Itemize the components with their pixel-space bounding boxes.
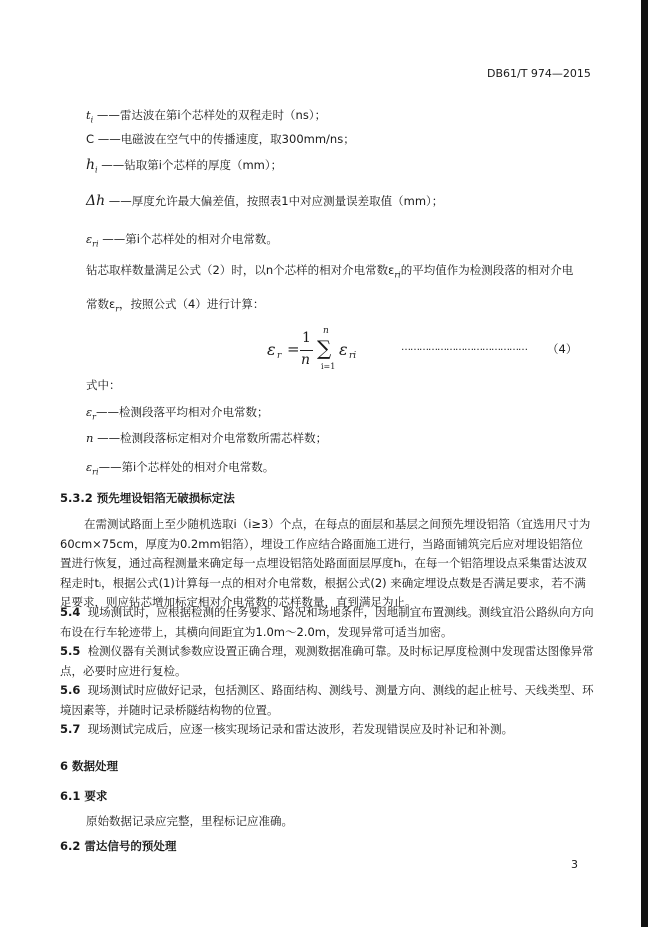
formula-denominator: n (301, 352, 311, 368)
clause-text: 现场测试时，应根据检测的任务要求、路况和场地条件，因地制宜布置测线。测线宜沿公路纵向方向布设在行车轮迹带上，其横向间距宜为1.0m～2.0m，发现异常可适当加密。 (60, 605, 594, 639)
clause-5-7 (60, 720, 594, 740)
definition-item (86, 231, 278, 252)
core-subscript: ri (394, 270, 401, 280)
formula-numerator: 1 (302, 330, 311, 346)
formula-equals: = (287, 340, 300, 358)
core-paragraph-line2 (86, 296, 264, 317)
formula-sum-sign: ∑ (317, 336, 332, 360)
formula-term: ε (339, 340, 348, 359)
definition-symbol: t (86, 108, 91, 122)
definition-symbol: ε (86, 405, 93, 419)
core-text-tail: ，按照公式（4）进行计算： (119, 297, 265, 311)
definition-symbol: h (86, 157, 96, 173)
clause-text: 现场测试完成后，应逐一核实现场记录和雷达波形，若发现错误应及时补记和补测。 (87, 722, 514, 736)
definition-subscript: ri (92, 239, 99, 249)
definition-text: ——电磁波在空气中的传播速度，取300mm/ns； (97, 132, 355, 146)
definition-item (86, 157, 282, 178)
scan-edge-bar (641, 0, 648, 927)
definition-symbol: ε (86, 232, 93, 246)
section-61-body: 原始数据记录应完整，里程标记应准确。 (86, 814, 293, 828)
definition-item (86, 404, 269, 425)
formula-leader-dots: …………………………………… (401, 342, 527, 353)
definition-symbol: ε (86, 460, 93, 474)
definition-symbol: C (86, 132, 95, 146)
formula-fraction-bar (300, 350, 313, 351)
section-532-body (60, 515, 594, 613)
definition-text: ——第i个芯样处的相对介电常数。 (102, 232, 278, 246)
definition-subscript: i (95, 165, 98, 175)
formula-lhs-sub: r (277, 351, 282, 361)
section-62-title: 6.2 雷达信号的预处理 (60, 839, 177, 853)
page-number: 3 (571, 858, 578, 871)
definition-text: ——检测段落标定相对介电常数所需芯样数； (97, 431, 328, 445)
formula-sum-bottom: i=1 (321, 362, 336, 371)
clause-5-5 (60, 642, 594, 681)
definition-subscript: ri (92, 467, 99, 477)
definition-item (86, 131, 355, 147)
section-532-text: 在需测试路面上至少随机选取i（i≥3）个点，在每点的面层和基层之间预先埋设铝箔（宜选用尺寸为60cm×75cm，厚度为0.2mm铝箔），埋设工作应结合路面施工进行，当路面铺筑完后应对埋设铝箔位置进行恢复，通过高程测量来确定每一点埋设铝箔处路面面层厚度hᵢ，在每一个铝箔埋设点采集雷达波双程走时tᵢ，根据公式(1)计算每一点的相对介电常数，根据公式(2) 来确定埋设点数是否满足要求，若不满足要求，则应钻芯增加标定相对介电常数的芯样数量，直到满足为止。 (60, 517, 591, 609)
definition-item (86, 193, 443, 209)
definition-item (86, 459, 274, 480)
clause-text: 检测仪器有关测试参数应设置正确合理，观测数据准确可靠。及时标记厚度检测中发现雷达图像异常点，必要时应进行复检。 (60, 644, 594, 678)
clause-text: 现场测试时应做好记录，包括测区、路面结构、测线号、测量方向、测线的起止桩号、天线类型、环境因素等，并随时记录桥隧结构物的位置。 (60, 683, 594, 717)
definition-text: ——厚度允许最大偏差值，按照表1中对应测量误差取值（mm）； (108, 194, 444, 208)
definition-item (86, 430, 327, 446)
section-61-title: 6.1 要求 (60, 789, 108, 803)
clause-number: 5.6 (60, 683, 81, 697)
clause-5-4 (60, 603, 594, 642)
definition-subscript: r (92, 412, 96, 422)
core-paragraph-line1 (86, 262, 573, 283)
clause-5-6 (60, 681, 594, 720)
definition-item (86, 107, 326, 128)
formula-sum-top: n (323, 326, 329, 336)
section-532-title: 5.3.2 预先埋设铝箔无破损标定法 (60, 491, 235, 505)
formula-number: （4） (547, 342, 578, 356)
section-6-title: 6 数据处理 (60, 759, 119, 773)
core-text: 钻芯取样数量满足公式（2）时，以n个芯样的相对介电常数ε (86, 263, 395, 277)
formula-lhs: ε (267, 340, 276, 359)
definition-symbol: Δh (86, 193, 106, 209)
definition-text: ——检测段落平均相对介电常数； (96, 405, 269, 419)
clause-number: 5.7 (60, 722, 81, 736)
clause-number: 5.5 (60, 644, 81, 658)
core-text: 常数ε (86, 297, 116, 311)
definition-text: ——钻取第i个芯样的厚度（mm）； (101, 158, 283, 172)
definition-symbol: n (86, 431, 94, 445)
formula-term-sub: ri (349, 351, 357, 361)
definition-subscript: i (90, 115, 94, 125)
core-subscript: r (115, 304, 120, 314)
where-label: 式中： (86, 378, 121, 392)
definition-text: ——第i个芯样处的相对介电常数。 (98, 460, 275, 474)
core-text-tail: 的平均值作为检测段落的相对介电 (400, 263, 574, 277)
standard-code: DB61/T 974—2015 (487, 67, 591, 80)
formula-4 (267, 326, 597, 376)
definition-text: ——雷达波在第i个芯样处的双程走时（ns）； (96, 108, 327, 122)
clause-number: 5.4 (60, 605, 81, 619)
